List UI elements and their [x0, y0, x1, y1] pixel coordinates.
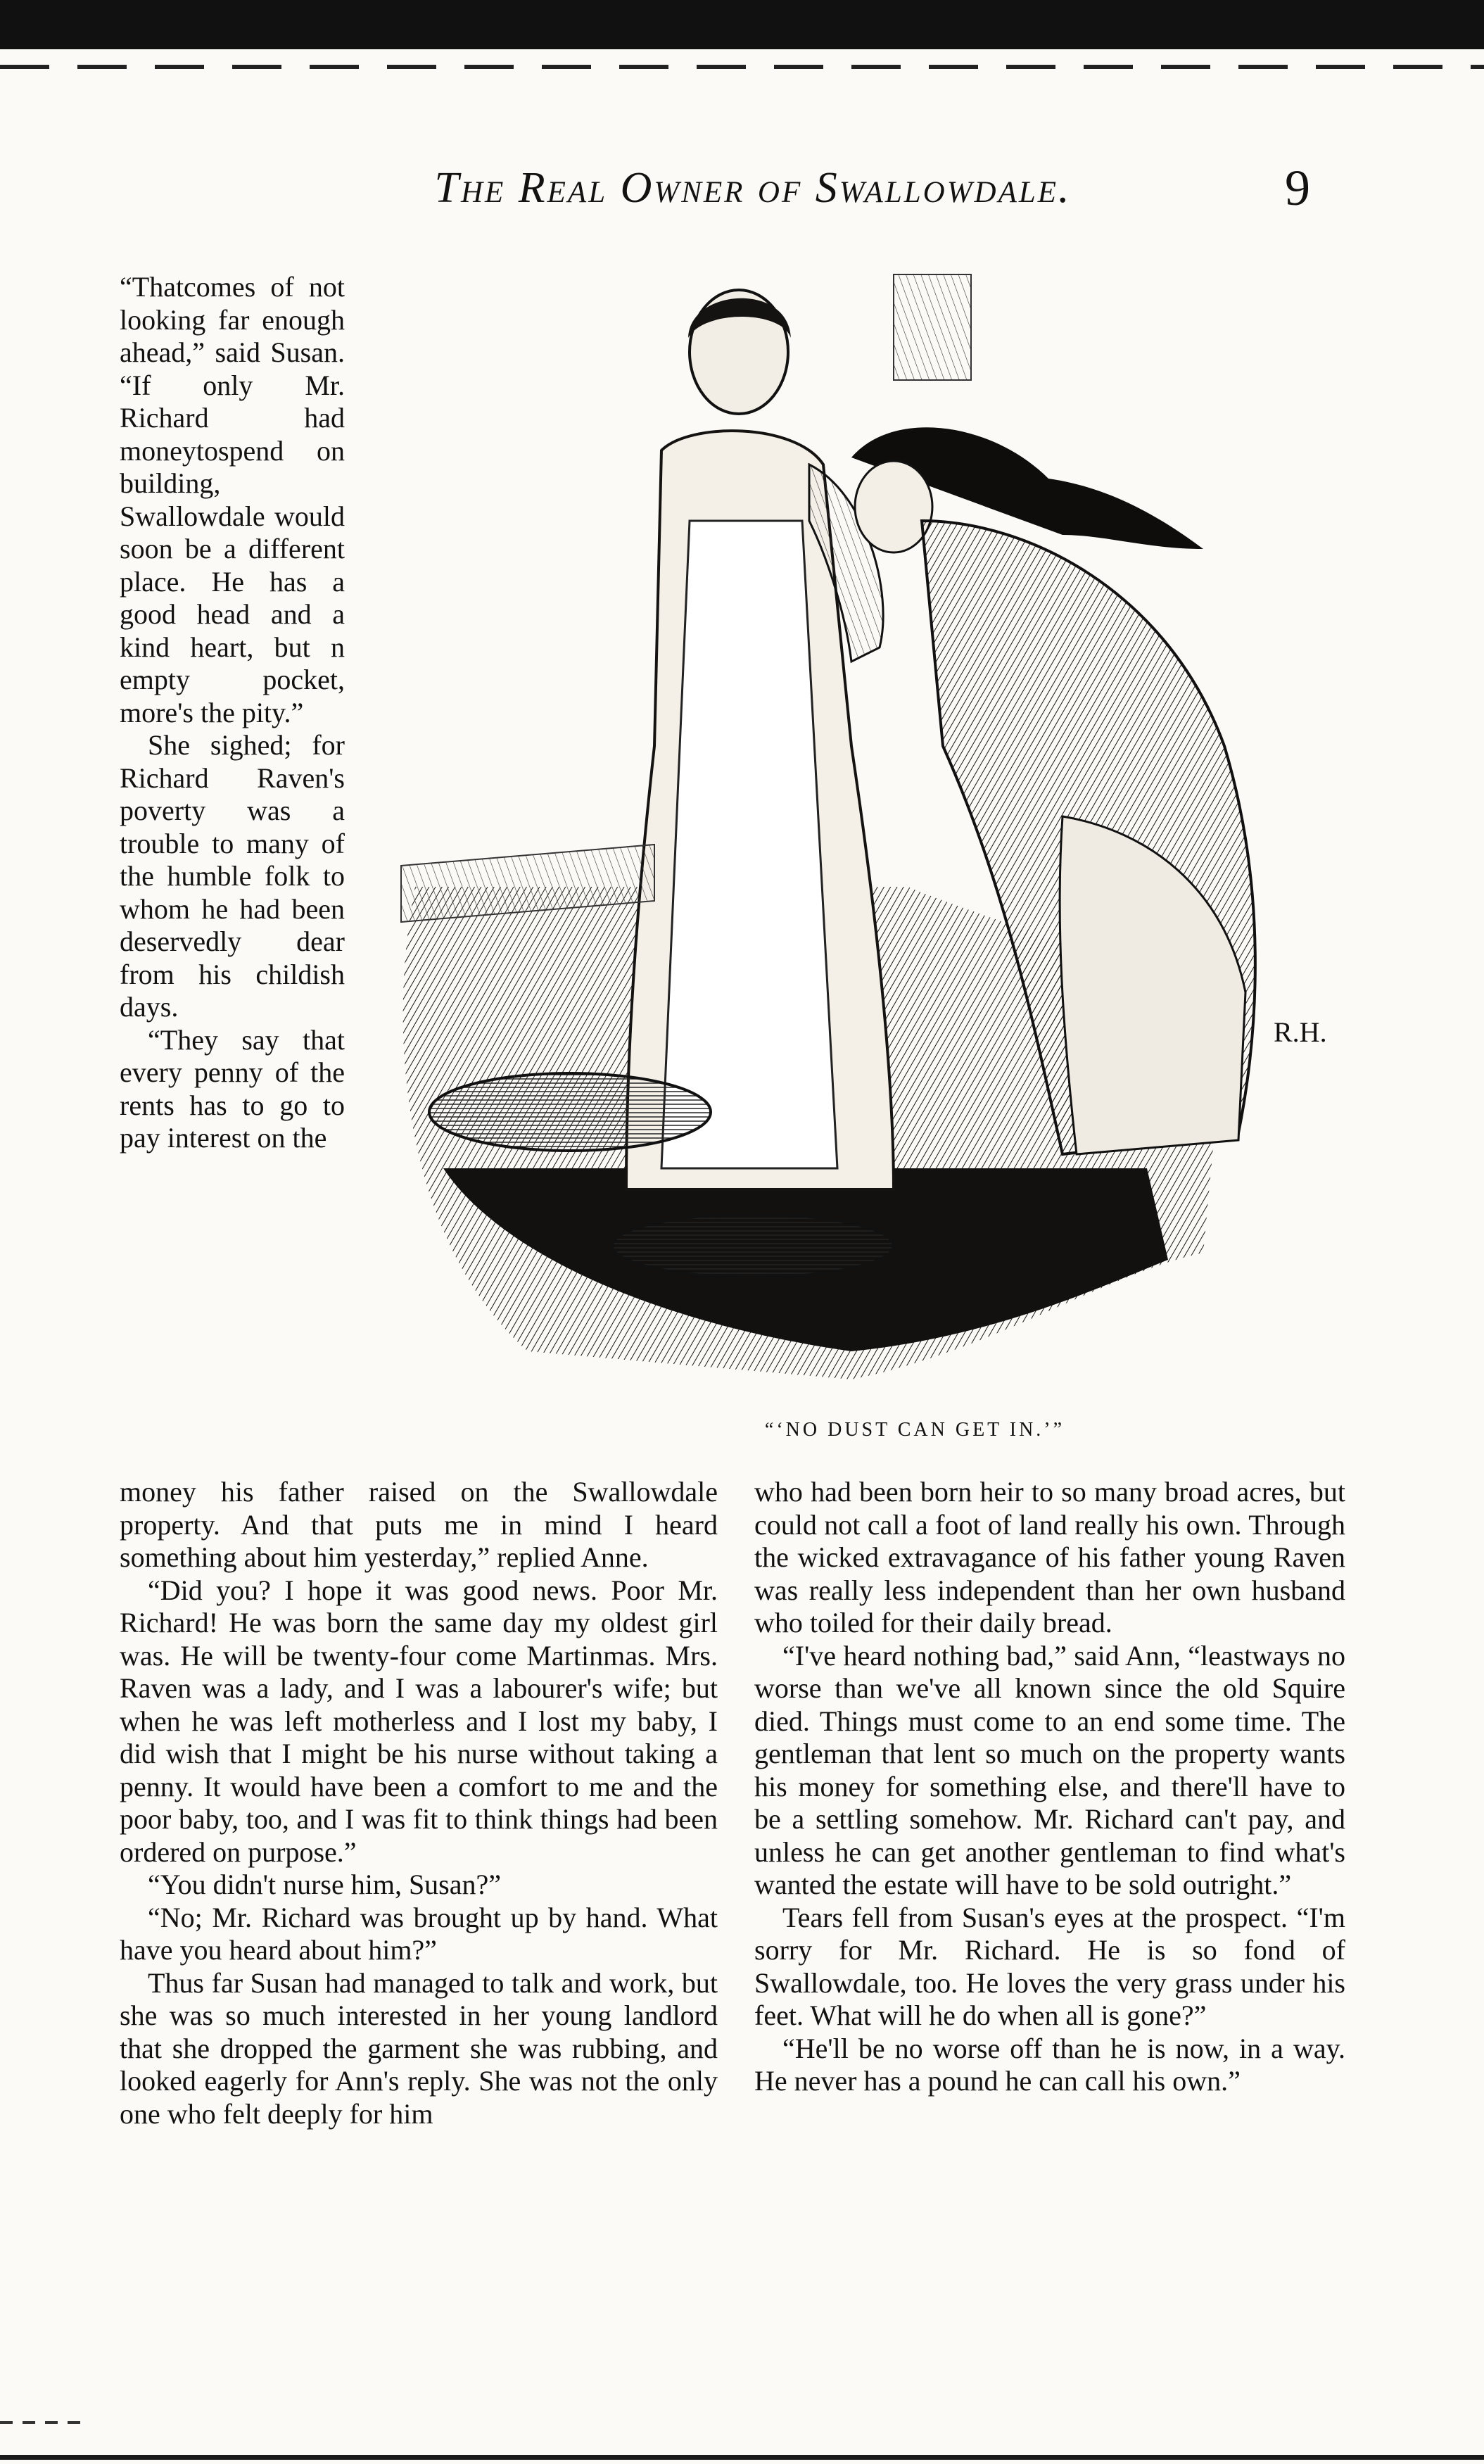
page-number: 9 [1285, 160, 1310, 216]
window-shape [894, 274, 971, 380]
bottom-rule [0, 2455, 1484, 2460]
paragraph: Tears fell from Susan's eyes at the prospect. “I'm sorry for Mr. Richard. He is so fond of Swallowdale, too. He loves the very grass under his feet. What will he do when all is gone?” [754, 1901, 1345, 2031]
illustration [359, 253, 1379, 1408]
running-title: The Real Owner of Swallowdale. [434, 164, 1072, 212]
paragraph: “Thatcomes of not looking far enough ahead,” said Susan. “If only Mr. Richard had moneytospend on building, Swallowdale would soon be a different place. He has a good head and a kind heart, but n empty pocket, more's the pity.” [120, 271, 345, 728]
paragraph: “No; Mr. Richard was brought up by hand. What have you heard about him?” [120, 1901, 718, 1966]
bottom-dash [0, 2421, 84, 2424]
paragraph: who had been born heir to so many broad acres, but could not call a foot of land really his own. Through the wicked extravagance of his father young Raven was really less independent than her own husband who toiled for their daily bread. [754, 1476, 1345, 1638]
bending-woman-face [855, 461, 932, 552]
paragraph: Thus far Susan had managed to talk and work, but she was so much interested in her young landlord that she dropped the garment she was rubbing, and looked eagerly for Ann's reply. She was not the only one who felt deeply for him [120, 1966, 718, 2130]
paragraph: She sighed; for Richard Raven's poverty was a trouble to many of the humble folk to whom he had been deservedly dear from his childish days. [120, 729, 345, 1023]
artist-signature: R.H. [1274, 1016, 1327, 1048]
top-border-band [0, 0, 1484, 49]
top-rule [0, 65, 1484, 69]
narrow-column [120, 271, 345, 1155]
illustration-caption: “‘NO DUST CAN GET IN.’” [764, 1419, 1065, 1441]
paragraph: “They say that every penny of the rents has to go to pay interest on the [120, 1023, 345, 1154]
paragraph: “You didn't nurse him, Susan?” [148, 1869, 502, 1900]
paragraph: “He'll be no worse off than he is now, in a way. He never has a pound he can call his own.” [754, 2032, 1345, 2097]
paragraph: money his father raised on the Swallowdale property. And that puts me in mind I heard something about him yesterday,” replied Anne. [120, 1476, 718, 1573]
dust-cover-right [612, 1214, 894, 1277]
paragraph: “I've heard nothing bad,” said Ann, “leastways no worse than we've all known since the old Squire died. Things must come to an end some time. The gentleman that lent so much on the property wants his money for something else, and there'll have to be a settling somehow. Mr. Richard can't pay, and unless he can get another gentleman to find what's wanted the estate will have to be sold outright.” [754, 1639, 1345, 1900]
paragraph: “Did you? I hope it was good news. Poor Mr. Richard! He was born the same day my oldest girl was. He will be twenty-four come Martinmas. Mrs. Raven was a lady, and I was a labourer's wife; but when he was left motherless and I lost my baby, I did wish that I might be his nurse without taking a penny. It would have been a comfort to me and the poor baby, too, and I was fit to think things had been ordered on purpose.” [120, 1574, 718, 1868]
right-column [754, 1476, 1345, 2098]
left-column [120, 1476, 718, 2130]
dust-cover-left [429, 1073, 711, 1151]
engraving-svg [359, 253, 1379, 1408]
